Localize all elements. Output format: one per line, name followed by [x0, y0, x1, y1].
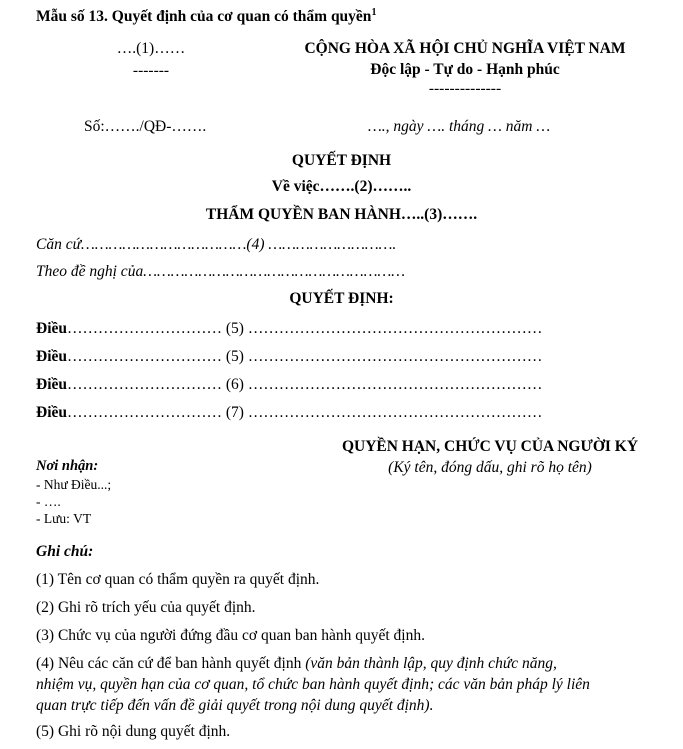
signature-instruction: (Ký tên, đóng dấu, ghi rõ họ tên)	[388, 459, 592, 476]
article-line: …………………………………………………	[247, 320, 543, 337]
agency-rule: -------	[132, 62, 170, 79]
recipient-item: - ….	[36, 494, 61, 509]
article-dots: …………………………	[67, 320, 222, 337]
article-row	[36, 348, 542, 366]
article-row	[36, 376, 542, 394]
notes-heading: Ghi chú:	[36, 543, 94, 560]
article-ref: (5)	[225, 348, 244, 365]
article-label: Điều	[36, 376, 67, 393]
recipient-item: - Như Điều...;	[36, 477, 112, 492]
note-italic: (văn bản thành lập, quy định chức năng,	[305, 655, 557, 672]
article-ref: (7)	[225, 404, 244, 421]
article-dots: …………………………	[67, 348, 222, 365]
footnote-marker: 1	[371, 6, 377, 18]
document-number: Số:……./QĐ-…….	[84, 118, 207, 135]
article-dots: …………………………	[67, 376, 222, 393]
note-item: (5) Ghi rõ nội dung quyết định.	[36, 723, 231, 740]
article-dots: …………………………	[67, 404, 222, 421]
note-text: (4) Nêu các căn cứ để ban hành quyết định	[36, 655, 306, 672]
article-label: Điều	[36, 348, 67, 365]
note-item	[36, 655, 557, 673]
form-title	[36, 8, 376, 26]
recipients-heading: Nơi nhận:	[36, 458, 99, 474]
note-continuation: nhiệm vụ, quyền hạn của cơ quan, tổ chức ban hành quyết định; các văn bản pháp lý liên	[36, 676, 590, 693]
article-line: …………………………………………………	[247, 404, 543, 421]
agency-placeholder: ….(1)……	[116, 40, 186, 57]
article-label: Điều	[36, 320, 67, 337]
note-item: (1) Tên cơ quan có thẩm quyền ra quyết định.	[36, 571, 320, 588]
decision-subject: Về việc…….(2)……..	[271, 178, 412, 195]
note-item: (2) Ghi rõ trích yếu của quyết định.	[36, 599, 256, 616]
note-item: (3) Chức vụ của người đứng đầu cơ quan ban hành quyết định.	[36, 627, 425, 644]
legal-basis: Căn cứ………………………………(4) ……………………….	[36, 236, 397, 253]
place-date: …., ngày …. tháng … năm …	[368, 118, 551, 135]
form-title-text: Mẫu số 13. Quyết định của cơ quan có thẩm quyền	[36, 8, 372, 25]
recipient-item: - Lưu: VT	[36, 511, 92, 526]
nation-title: CỘNG HÒA XÃ HỘI CHỦ NGHĨA VIỆT NAM	[304, 40, 626, 57]
signer-title: QUYỀN HẠN, CHỨC VỤ CỦA NGƯỜI KÝ	[341, 438, 639, 455]
issuing-authority: THẨM QUYỀN BAN HÀNH…..(3)…….	[205, 206, 478, 223]
article-row	[36, 404, 542, 422]
decision-title: QUYẾT ĐỊNH	[291, 152, 392, 169]
article-ref: (6)	[225, 376, 244, 393]
decision-heading: QUYẾT ĐỊNH:	[289, 290, 394, 307]
note-continuation: quan trực tiếp đến vấn đề giải quyết trong nội dung quyết định).	[36, 697, 434, 714]
article-label: Điều	[36, 404, 67, 421]
proposal-line: Theo đề nghị của…………………………………………………	[36, 263, 406, 280]
article-ref: (5)	[225, 320, 244, 337]
article-line: …………………………………………………	[247, 348, 543, 365]
article-row	[36, 320, 542, 338]
article-line: …………………………………………………	[247, 376, 543, 393]
motto-rule: --------------	[428, 80, 502, 97]
motto: Độc lập - Tự do - Hạnh phúc	[370, 61, 560, 78]
